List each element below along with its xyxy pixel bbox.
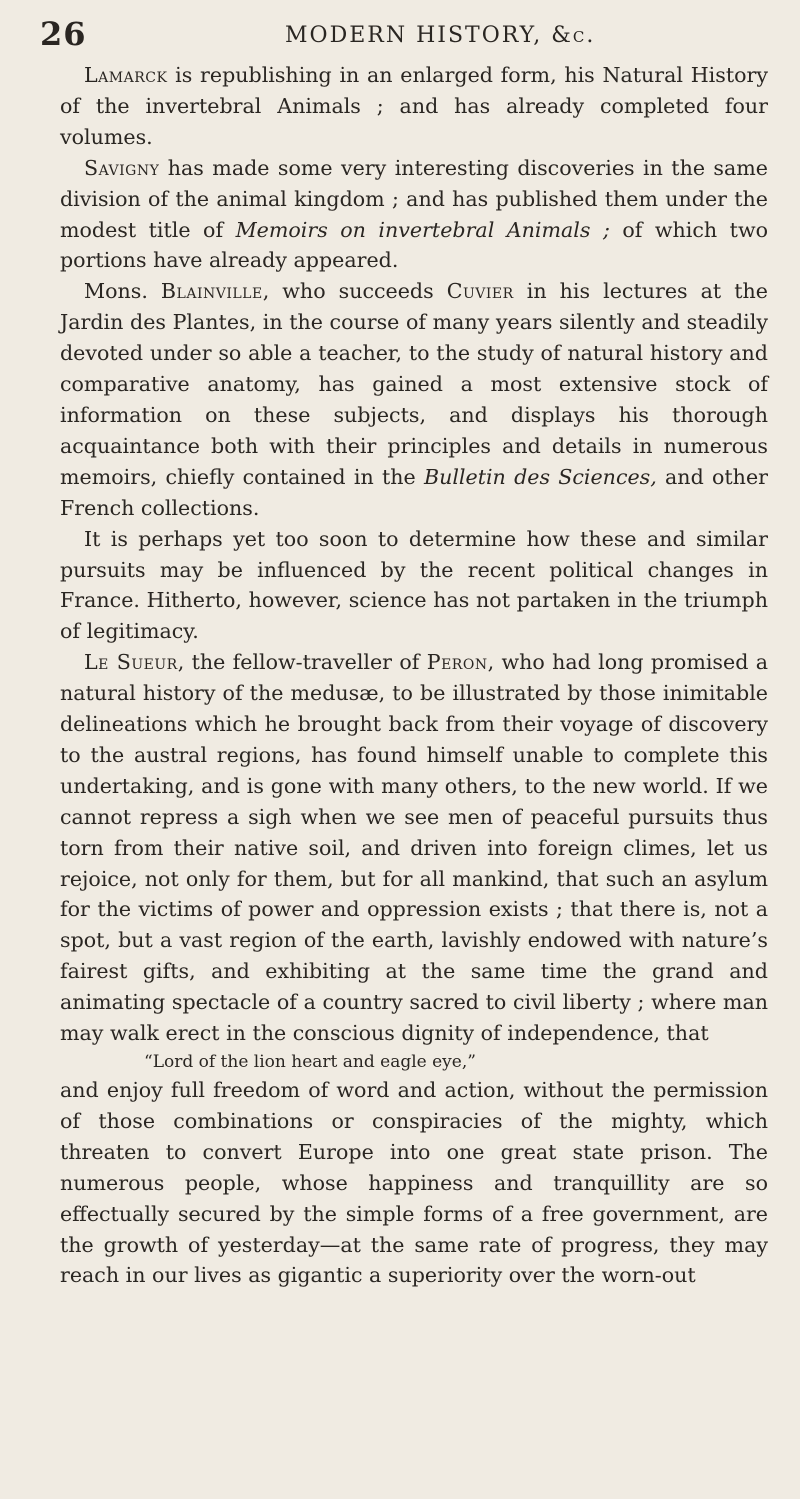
name-cuvier: Cuvier	[446, 279, 514, 304]
name-lamarck: Lamarck	[84, 63, 168, 87]
name-lesueur: Le Sueur	[84, 650, 178, 675]
page-number: 26	[40, 15, 87, 53]
blainville-text-3: and other French collections.	[60, 464, 768, 520]
running-head: MODERN HISTORY, &c.	[285, 23, 596, 48]
name-blainville: Blainville	[160, 279, 263, 304]
france-text: It is perhaps yet too soon to determine how these and similar pursuits may be influenced by the recent political changes in France. Hitherto, however, science has not partaken in the triumph of legitimacy.	[60, 526, 768, 644]
lesueur-text-2: , who had long promised a natural history of the medusæ, to be illustrated by those inimitable delineations which he brought back from their voyage of discovery to the austral regions, has found himself unable to complete this undertaking, and is gone with many others, to the new world. If we cannot repress a sigh when we see men of peaceful pursuits thus torn from their native soil, and driven into foreign climes, let us rejoice, not only for them, but for all mankind, that such an asylum for the victims of power and oppression exists ; that there is, not a spot, but a vast region of the earth, lavishly endowed with nature’s fairest gifts, and exhibiting at the same time the grand and animating spectacle of a country sacred to civil liberty ; where man may walk erect in the conscious dignity of independence, that	[60, 650, 768, 1046]
blainville-text-2: in his lectures at the Jardin des Plantes, in the course of many years silently and steadily devoted under so able a teacher, to the study of natural history and comparative anatomy, has gained a most extensive stock of information on these subjects, and displays his thorough acquaintance both with their principles and details in numerous memoirs, chiefly contained in the	[60, 279, 768, 489]
name-savigny: Savigny	[84, 155, 160, 180]
savigny-text-before: has made some very interesting discoveries in the same division of the animal kingdom ; and has published them under the modest title of	[60, 155, 768, 242]
paragraph-lesueur	[60, 647, 768, 1049]
blainville-prefix: Mons.	[84, 279, 161, 304]
memoirs-title: Memoirs on invertebral Animals ;	[235, 217, 610, 242]
paragraph-france	[60, 524, 768, 648]
page-header	[40, 15, 770, 55]
savigny-text-after: of which two portions have already appeared.	[60, 217, 768, 273]
name-peron: Peron	[426, 650, 488, 675]
paragraph-continuation	[60, 1075, 768, 1291]
paragraph-savigny	[60, 153, 768, 277]
lamarck-text: is republishing in an enlarged form, his Natural History of the invertebral Animals ; and has already completed four volumes.	[60, 63, 768, 149]
lesueur-text-1: , the fellow-traveller of	[177, 650, 427, 675]
blainville-text-1: , who succeeds	[262, 279, 447, 304]
paragraph-lamarck	[60, 60, 768, 153]
body-text	[60, 60, 768, 1291]
continuation-text: and enjoy full freedom of word and action, without the permission of those combinations or conspiracies of the mighty, which threaten to convert Europe into one great state prison. The numerous people, whose happiness and tranquillity are so effectually secured by the simple forms of a free government, are the growth of yesterday—at the same rate of progress, they may reach in our lives as gigantic a superiority over the worn-out	[60, 1078, 768, 1288]
bulletin-title: Bulletin des Sciences,	[423, 464, 657, 489]
quotation: “Lord of the lion heart and eagle eye,”	[144, 1052, 476, 1072]
paragraph-blainville	[60, 276, 768, 523]
